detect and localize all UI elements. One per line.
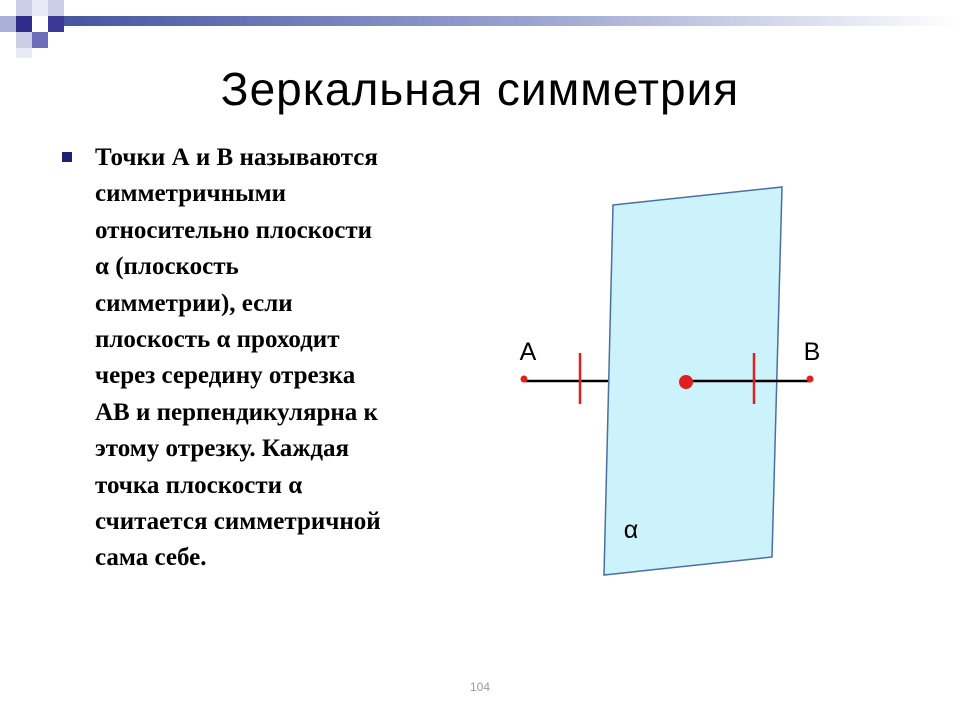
label-point-b: В bbox=[803, 338, 821, 366]
text-line: АВ и перпендикулярна к bbox=[95, 398, 378, 426]
label-point-a: А bbox=[519, 338, 537, 366]
text-line: этому отрезку. Каждая bbox=[95, 435, 350, 463]
label-plane-alpha: α bbox=[623, 516, 639, 544]
text-line: через середину отрезка bbox=[95, 362, 356, 390]
text-line: α (плоскость bbox=[95, 253, 239, 281]
text-line: симметрии), если bbox=[95, 289, 293, 317]
midpoint bbox=[679, 375, 693, 389]
text-line: сама себе. bbox=[95, 544, 207, 572]
text-line: считается симметричной bbox=[95, 508, 381, 536]
point-b bbox=[807, 376, 814, 383]
text-line: симметричными bbox=[95, 180, 287, 208]
text-line: Точки А и В называются bbox=[95, 144, 378, 171]
slide-title: Зеркальная симметрия bbox=[220, 63, 740, 115]
text-line: точка плоскости α bbox=[95, 471, 303, 499]
text-line: плоскость α проходит bbox=[95, 326, 340, 354]
text-line: относительно плоскости bbox=[95, 216, 373, 244]
point-a bbox=[521, 376, 528, 383]
page-number: 104 bbox=[469, 680, 491, 694]
